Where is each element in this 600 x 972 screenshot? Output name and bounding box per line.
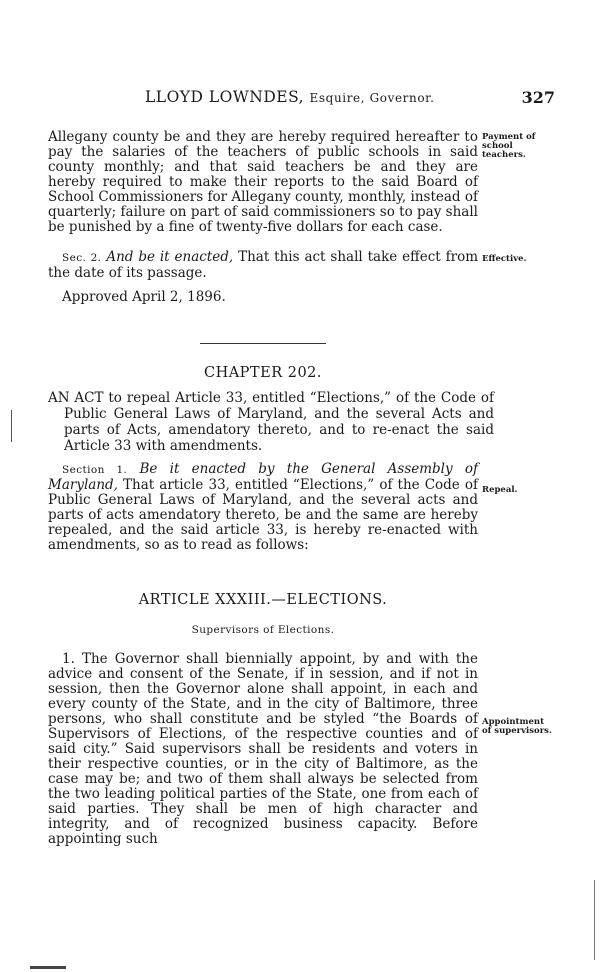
- margin-note-repeal: Repeal.: [482, 485, 518, 495]
- section-2-label: Sec. 2.: [62, 252, 102, 264]
- page-number: 327: [521, 88, 555, 107]
- section-1: [48, 462, 478, 553]
- approved-date: Approved April 2, 1896.: [62, 289, 226, 305]
- act-title: AN ACT to repeal Article 33, entitled “Elections,” of the Code of Public General Laws of Maryland, and the several Acts and parts of Acts, amendatory thereto, and to re-enact the said Article 33 with amendments.: [48, 390, 494, 454]
- section-2-text: That this act shall take effect from the date of its passage.: [48, 249, 479, 281]
- section-1-label: Section 1.: [62, 464, 128, 476]
- section-1-text: That article 33, entitled “Elections,” of the Code of Public General Laws of Maryland, and the several acts and parts of acts amendatory thereto, be and the same are hereby repealed, and the said article 33, is hereby re-enacted with amendments, so as to read as follows:: [48, 477, 479, 553]
- section-divider: [200, 343, 326, 344]
- article-subtitle: Supervisors of Elections.: [191, 624, 335, 636]
- scan-artifact-bottom: [30, 966, 66, 969]
- article-title: ARTICLE XXXIII.—ELECTIONS.: [138, 592, 388, 608]
- section-1-enacting-clause: Be it enacted by the General Assembly of Maryland,: [48, 461, 478, 493]
- chapter-title: CHAPTER 202.: [203, 365, 323, 381]
- paragraph-teacher-salaries: Allegany county be and they are hereby required hereafter to pay the salaries of the teachers of public schools in said county monthly; and that said teachers be and they are hereby required to make their reports to the said Board of School Commissioners for Allegany county, monthly, instead of quarterly; failure on part of said commissioners so to pay shall be punished by a fine of twenty-five dollars for each case.: [48, 129, 478, 235]
- scan-artifact-right: [594, 880, 595, 960]
- running-head-name: LLOYD LOWNDES,: [145, 88, 305, 106]
- page-header: [60, 88, 560, 112]
- scan-artifact-left: [11, 410, 12, 442]
- running-head: [145, 88, 435, 106]
- paragraph-appointment: 1. The Governor shall biennially appoint, by and with the advice and consent of the Senate, if in session, and if not in session, then the Governor alone shall appoint, in each and every county of the State, and in the city of Baltimore, three persons, who shall constitute and be styled “the Boards of Supervisors of Elections, of the respective counties and of said city.” Said supervisors shall be residents and voters in their respective counties, or in the city of Baltimore, as the case may be; and two of them shall always be selected from the two leading political parties of the State, one from each of said parties. They shall be men of high character and integrity, and of recognized business capacity. Before appointing such: [48, 651, 478, 847]
- margin-note-payment: Payment of school teachers.: [482, 132, 536, 160]
- section-2-enacting-clause: And be it enacted,: [106, 249, 234, 265]
- margin-note-appointment: Appointment of supervisors.: [482, 717, 552, 736]
- margin-note-effective: Effective.: [482, 254, 527, 264]
- section-2: [48, 250, 478, 281]
- running-head-title: Esquire, Governor.: [309, 91, 435, 105]
